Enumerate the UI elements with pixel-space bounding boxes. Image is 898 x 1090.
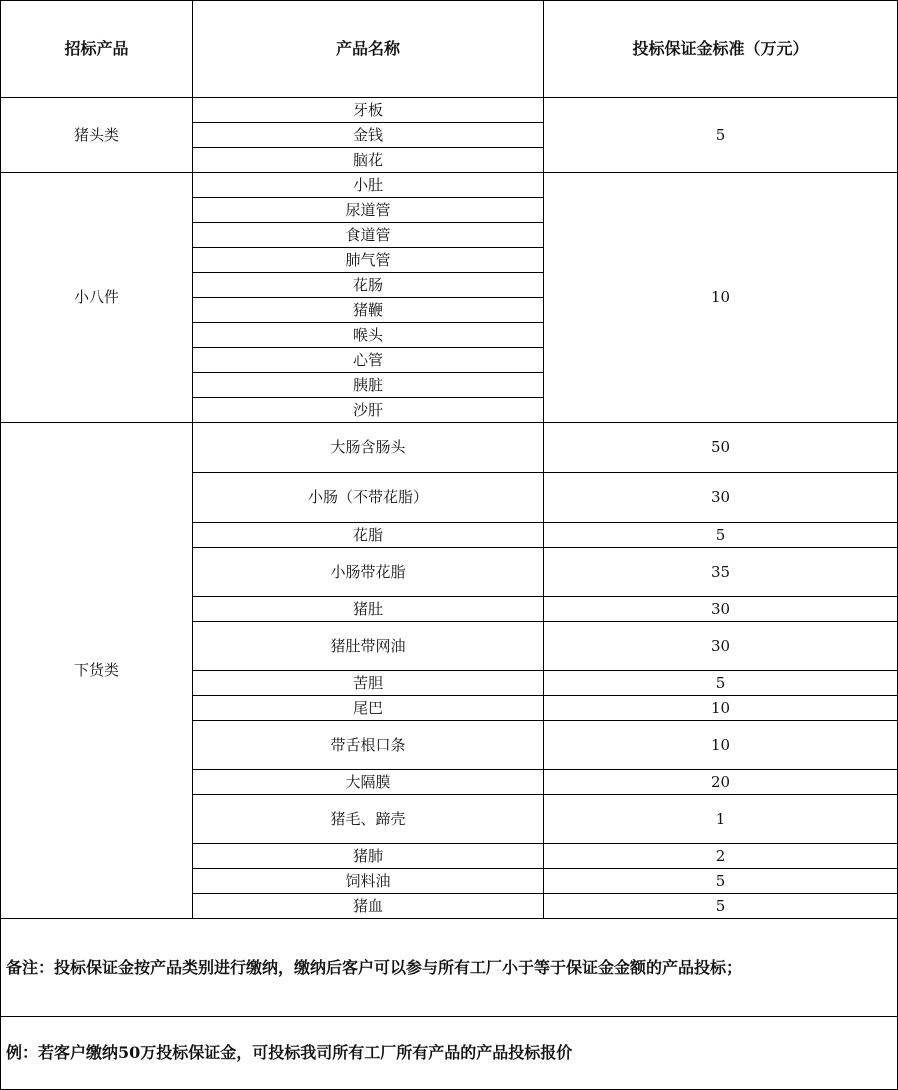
product-cell: 猪毛、蹄壳 [193, 795, 544, 844]
product-cell: 猪血 [193, 894, 544, 919]
deposit-cell: 50 [544, 423, 898, 473]
product-cell: 大肠含肠头 [193, 423, 544, 473]
product-cell: 小肚 [193, 173, 544, 198]
product-cell: 牙板 [193, 98, 544, 123]
product-cell: 喉头 [193, 323, 544, 348]
product-cell: 脑花 [193, 148, 544, 173]
header-row [1, 1, 898, 98]
product-cell: 小肠带花脂 [193, 548, 544, 597]
deposit-cell: 30 [544, 473, 898, 523]
deposit-cell: 5 [544, 523, 898, 548]
product-cell: 尾巴 [193, 696, 544, 721]
deposit-cell: 5 [544, 98, 898, 173]
product-cell: 尿道管 [193, 198, 544, 223]
product-cell: 猪鞭 [193, 298, 544, 323]
deposit-cell: 5 [544, 869, 898, 894]
product-cell: 大隔膜 [193, 770, 544, 795]
product-cell: 花肠 [193, 273, 544, 298]
header-deposit: 投标保证金标准（万元） [544, 1, 898, 98]
deposit-cell: 5 [544, 671, 898, 696]
product-cell: 胰脏 [193, 373, 544, 398]
deposit-cell: 10 [544, 173, 898, 423]
product-cell: 心管 [193, 348, 544, 373]
deposit-cell: 30 [544, 622, 898, 671]
header-category: 招标产品 [1, 1, 193, 98]
deposit-cell: 2 [544, 844, 898, 869]
deposit-cell: 35 [544, 548, 898, 597]
product-cell: 沙肝 [193, 398, 544, 423]
product-cell: 小肠（不带花脂） [193, 473, 544, 523]
category-cell: 下货类 [1, 423, 193, 919]
product-cell: 饲料油 [193, 869, 544, 894]
product-cell: 金钱 [193, 123, 544, 148]
deposit-cell: 1 [544, 795, 898, 844]
deposit-cell: 5 [544, 894, 898, 919]
example-row [1, 1017, 898, 1090]
product-cell: 苦胆 [193, 671, 544, 696]
table-row [1, 173, 898, 198]
deposit-cell: 30 [544, 597, 898, 622]
product-cell: 猪肚带网油 [193, 622, 544, 671]
header-product: 产品名称 [193, 1, 544, 98]
product-cell: 猪肺 [193, 844, 544, 869]
category-cell: 小八件 [1, 173, 193, 423]
table-row [1, 98, 898, 123]
deposit-cell: 10 [544, 696, 898, 721]
deposit-cell: 10 [544, 721, 898, 770]
product-cell: 肺气管 [193, 248, 544, 273]
product-cell: 花脂 [193, 523, 544, 548]
remark-note: 备注：投标保证金按产品类别进行缴纳，缴纳后客户可以参与所有工厂小于等于保证金金额的产品投标； [1, 919, 898, 1017]
product-cell: 猪肚 [193, 597, 544, 622]
example-note: 例：若客户缴纳50万投标保证金，可投标我司所有工厂所有产品的产品投标报价 [1, 1017, 898, 1090]
category-cell: 猪头类 [1, 98, 193, 173]
product-cell: 带舌根口条 [193, 721, 544, 770]
remark-row [1, 919, 898, 1017]
table-row [1, 423, 898, 473]
deposit-cell: 20 [544, 770, 898, 795]
product-cell: 食道管 [193, 223, 544, 248]
